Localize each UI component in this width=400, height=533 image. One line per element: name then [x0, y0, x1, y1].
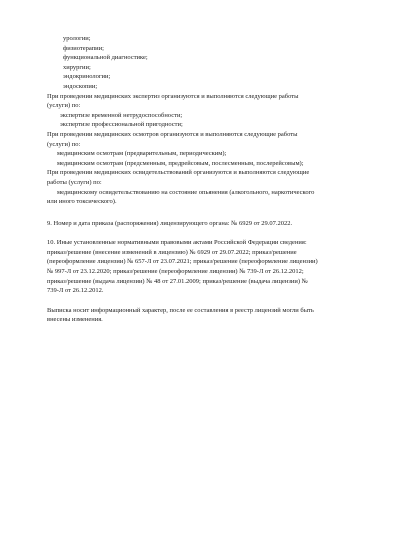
list-item: эндоскопии;: [63, 82, 98, 90]
list-item: медицинским осмотрам (предсменным, предрейсовым, послесменным, послерейсовым);: [57, 159, 304, 167]
list-item: медицинскому освидетельствованию на состояние опьянения (алкогольного, наркотического: [57, 188, 315, 196]
list-item: урологии;: [63, 35, 91, 42]
section-intro: При проведении медицинских экспертиз организуются и выполняются следующие работы: [47, 92, 299, 100]
list-item: медицинским осмотрам (предварительным, периодическим);: [57, 150, 227, 158]
section-intro-cont: работы (услуги) по:: [47, 178, 102, 186]
order-number-section: 9. Номер и дата приказа (распоряжения) лицензирующего органа: № 6929 от 29.07.2022.: [47, 219, 293, 227]
other-info-section: [47, 238, 377, 296]
section-intro: При проведении медицинских осмотров организуются и выполняются следующие работы: [47, 130, 298, 138]
other-info-line: 739-Л от 26.12.2012.: [47, 287, 104, 295]
other-info-line: приказ/решение (выдача лицензии) № 48 от 27.01.2009; приказ/решение (выдача лицензии) №: [47, 277, 308, 285]
list-item: экспертизе профессиональной пригодности;: [60, 121, 183, 129]
section-intro-cont: (услуги) по:: [47, 102, 81, 110]
disclaimer-line: внесены изменения.: [47, 316, 103, 324]
other-info-line: (переоформление лицензии) № 657-Л от 23.07.2021; приказ/решение (переоформление лицензии): [47, 258, 318, 266]
other-info-line: приказ/решение (внесение изменений в лицензию) № 6929 от 29.07.2022; приказ/решение: [47, 248, 297, 256]
examinations-section: [47, 130, 377, 168]
expertise-section: [47, 92, 377, 130]
list-item: физиотерапии;: [63, 44, 104, 52]
section-intro-cont: (услуги) по:: [47, 140, 81, 148]
other-info-line: № 997-Л от 23.12.2020; приказ/решение (переоформление лицензии) № 739-Л от 26.12.2012;: [47, 268, 304, 276]
disclaimer-line: Выписка носит информационный характер, после ее составления в реестр лицензий могли быть: [47, 306, 314, 314]
specialties-list: [47, 34, 377, 92]
disclaimer: [47, 306, 377, 325]
section-intro: При проведении медицинских освидетельствований организуются и выполняются следующие: [47, 169, 310, 177]
certification-section: [47, 168, 377, 206]
list-item: эндокринологии;: [63, 73, 111, 81]
list-item-cont: или иного токсического).: [47, 198, 117, 206]
list-item: экспертизе временной нетрудоспособности;: [60, 111, 183, 119]
document-page: [47, 34, 377, 325]
list-item: хирургии;: [63, 63, 91, 71]
other-info-line: 10. Иные установленные нормативными правовыми актами Российской Федерации сведения:: [47, 239, 307, 247]
list-item: функциональной диагностике;: [63, 54, 148, 62]
